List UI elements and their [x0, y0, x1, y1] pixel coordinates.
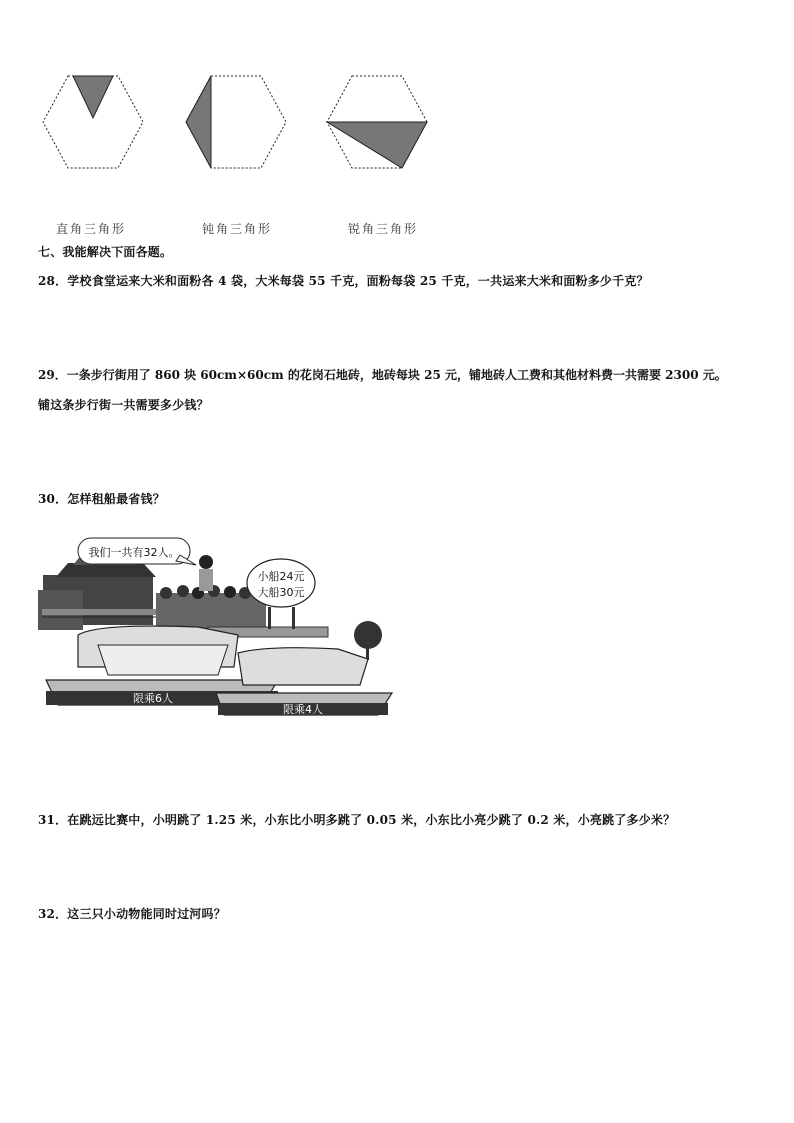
- caption-right-triangle: 直角三角形: [56, 222, 127, 236]
- big-boat-label: 限乘6人: [133, 692, 173, 705]
- tree: [354, 621, 382, 660]
- small-boat-label: 限乘4人: [283, 703, 323, 716]
- shaded-obtuse-triangle: [186, 76, 211, 168]
- speech-text: 我们一共有32人。: [88, 546, 180, 559]
- question-29-line2: 铺这条步行街一共需要多少钱？: [38, 398, 209, 412]
- question-29-line1: 29．一条步行街用了 860 块 60cm×60cm 的花岗石地砖，地砖每块 25 元，铺地砖人工费和其他材料费一共需要 2300 元。: [38, 368, 727, 382]
- small-boat: [216, 648, 392, 716]
- price-small: 小船24元: [257, 570, 305, 583]
- price-large: 大船30元: [257, 586, 305, 599]
- question-31: 31．在跳远比赛中，小明跳了 1.25 米，小东比小明多跳了 0.05 米，小东比小亮少跳了 0.2 米，小亮跳了多少米？: [38, 813, 676, 827]
- question-28: 28．学校食堂运来大米和面粉各 4 袋，大米每袋 55 千克，面粉每袋 25 千克，一共运来大米和面粉多少千克？: [38, 274, 649, 288]
- crowd: [156, 555, 266, 633]
- shaded-right-triangle: [73, 76, 113, 118]
- hexagon-figures: [40, 72, 440, 172]
- hexagon-right-triangle: [43, 76, 143, 168]
- caption-acute-triangle: 锐角三角形: [348, 222, 419, 236]
- caption-obtuse-triangle: 钝角三角形: [202, 222, 273, 236]
- question-32: 32．这三只小动物能同时过河吗？: [38, 907, 226, 921]
- section-title: 七、我能解决下面各题。: [38, 245, 173, 259]
- question-30: 30．怎样租船最省钱？: [38, 492, 165, 506]
- shaded-acute-triangle: [327, 122, 427, 168]
- hexagon-obtuse-triangle: [186, 76, 286, 168]
- hexagon-acute-triangle: [327, 76, 427, 168]
- speech-bubble: [78, 538, 196, 565]
- boat-rental-illustration: [38, 535, 398, 720]
